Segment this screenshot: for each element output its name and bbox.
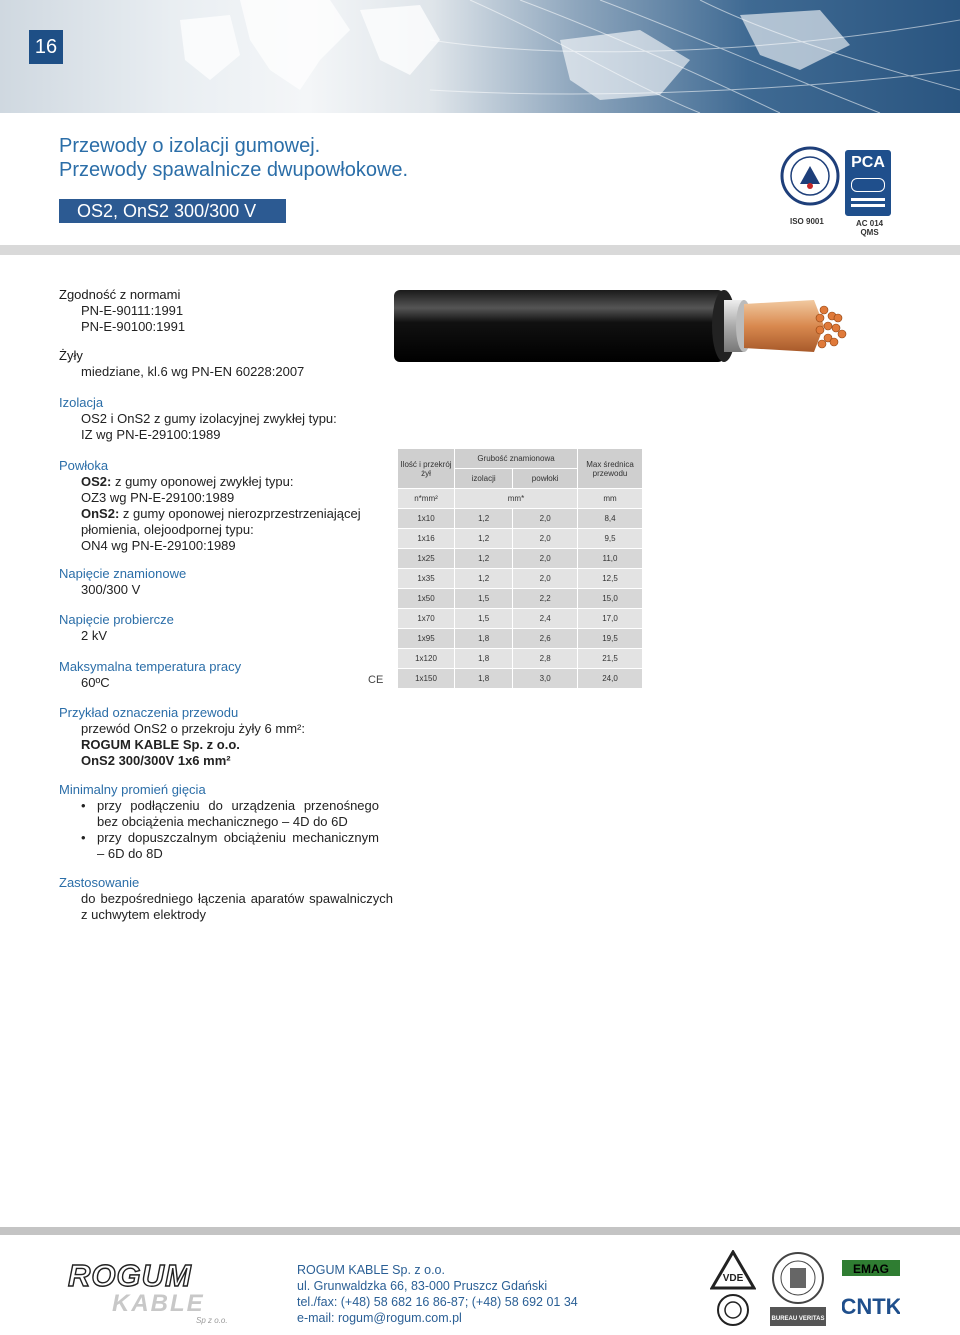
cores-heading: Żyły [59, 348, 83, 363]
logo-text-sub: Sp z o.o. [196, 1316, 228, 1325]
cntk-cert-logo [842, 1284, 900, 1326]
table-cell: 11,0 [578, 549, 642, 568]
table-cell: 1x95 [398, 629, 454, 648]
table-cell: 2,0 [513, 529, 577, 548]
table-body [398, 509, 642, 688]
table-cell: 2,0 [513, 549, 577, 568]
insulation-heading: Izolacja [59, 395, 104, 410]
table-cell: 1x10 [398, 509, 454, 528]
bureau-veritas-text: BUREAU VERITAS [771, 1316, 825, 1322]
table-cell: 1x50 [398, 589, 454, 608]
pca-code-line2: QMS [860, 228, 879, 237]
norms-heading: Zgodność z normami [59, 287, 181, 302]
table-cell: 2,0 [513, 509, 577, 528]
test-voltage-value: 2 kV [81, 628, 108, 643]
table-row [398, 549, 642, 568]
section-divider [0, 245, 960, 255]
sheath-os2-std: OZ3 wg PN-E-29100:1989 [81, 490, 235, 505]
cores-text: miedziane, kl.6 wg PN-EN 60228:2007 [81, 364, 305, 379]
table-row [398, 569, 642, 588]
table-row [398, 509, 642, 528]
table-cell: 1,2 [455, 529, 512, 548]
table-cell: 19,5 [578, 629, 642, 648]
table-cell: 1,2 [455, 549, 512, 568]
bend-radius-item: • przy podłączeniu do urządzenia przenośnego bez obciążenia mechanicznego – 4D do 6D [81, 798, 379, 830]
company-address-block [297, 1262, 578, 1326]
table-cell: 15,0 [578, 589, 642, 608]
insulation-line: IZ wg PN-E-29100:1989 [81, 427, 221, 442]
example-section [59, 705, 305, 769]
table-cell: 1x120 [398, 649, 454, 668]
bend-radius-heading: Minimalny promień gięcia [59, 782, 206, 797]
page-title-line1: Przewody o izolacji gumowej. [59, 135, 321, 157]
table-row [398, 629, 642, 648]
vde-text: VDE [722, 1273, 744, 1284]
max-temp-section [59, 659, 241, 691]
example-line1: przewód OnS2 o przekroju żyły 6 mm²: [81, 721, 305, 736]
pca-logo-text: PCA [851, 154, 885, 171]
example-line3: OnS2 300/300V 1x6 mm² [81, 753, 231, 768]
table-cell: 2,4 [513, 609, 577, 628]
table-header-diameter: Max średnica przewodu [578, 449, 642, 488]
table-cell: 1,5 [455, 609, 512, 628]
table-header-sheath: powłoki [513, 469, 577, 488]
page-title-line2: Przewody spawalnicze dwupowłokowe. [59, 159, 409, 181]
sheath-ons2-text: z gumy oponowej nierozprzestrzeniającej płomienia, olejoodpornej typu: [81, 506, 361, 537]
rated-voltage-value: 300/300 V [81, 582, 141, 597]
norms-line: PN-E-90111:1991 [81, 303, 184, 318]
table-row [398, 609, 642, 628]
cores-section [59, 348, 304, 380]
logo-text-kable: KABLE [112, 1290, 205, 1317]
table-cell: 17,0 [578, 609, 642, 628]
table-cell: 2,2 [513, 589, 577, 608]
application-section [59, 875, 393, 923]
table-unit-thickness: mm* [455, 489, 577, 508]
table-cell: 1,5 [455, 589, 512, 608]
table-unit-diameter: mm [578, 489, 642, 508]
table-cell: 1x70 [398, 609, 454, 628]
sheath-heading: Powłoka [59, 458, 109, 473]
sheath-os2-label: OS2: [81, 474, 112, 489]
test-voltage-section [59, 612, 174, 644]
table-cell: 12,5 [578, 569, 642, 588]
table-cell: 1x16 [398, 529, 454, 548]
insulation-line: OS2 i OnS2 z gumy izolacyjnej zwykłej typu: [81, 411, 337, 426]
ce-mark: CE [368, 674, 384, 686]
table-cell: 2,8 [513, 649, 577, 668]
page-number: 16 [29, 30, 63, 64]
table-cell: 9,5 [578, 529, 642, 548]
norms-line: PN-E-90100:1991 [81, 319, 186, 334]
bend-radius-list [59, 798, 379, 862]
footer-divider [0, 1227, 960, 1235]
table-cell: 2,6 [513, 629, 577, 648]
emag-cert-logo [842, 1258, 904, 1278]
table-cell: 1,8 [455, 629, 512, 648]
cntk-text: CNTK [842, 1294, 900, 1319]
rated-voltage-heading: Napięcie znamionowe [59, 566, 187, 581]
example-line2: ROGUM KABLE Sp. z o.o. [81, 737, 240, 752]
bend-radius-section [59, 782, 379, 862]
iso-label: ISO 9001 [790, 217, 824, 226]
insulation-section [59, 395, 337, 443]
table-cell: 1x35 [398, 569, 454, 588]
table-cell: 1x150 [398, 669, 454, 688]
logo-text-rogum: ROGUM [68, 1260, 192, 1293]
table-cell: 24,0 [578, 669, 642, 688]
bureau-veritas-cert-logo [766, 1250, 830, 1328]
table-cell: 21,5 [578, 649, 642, 668]
table-cell: 2,0 [513, 569, 577, 588]
pca-code [856, 219, 883, 237]
table-cell: 1,8 [455, 669, 512, 688]
table-cell: 3,0 [513, 669, 577, 688]
globe-background-image [0, 0, 960, 113]
rated-voltage-section [59, 566, 186, 598]
polski-rejestr-statkow-seal [780, 146, 840, 206]
application-text: do bezpośredniego łączenia aparatów spawalniczych z uchwytem elektrody [81, 891, 393, 922]
max-temp-heading: Maksymalna temperatura pracy [59, 659, 242, 674]
max-temp-value: 60ºC [81, 675, 110, 690]
specs-table [397, 448, 643, 689]
test-voltage-heading: Napięcie probiercze [59, 612, 174, 627]
pca-code-line1: AC 014 [856, 219, 884, 228]
company-phone: tel./fax: (+48) 58 682 16 86-87; (+48) 58 692 01 34 [297, 1295, 578, 1309]
sheath-section [59, 458, 399, 554]
table-row [398, 669, 642, 688]
sheath-ons2-std: ON4 wg PN-E-29100:1989 [81, 538, 236, 553]
company-email: e-mail: rogum@rogum.com.pl [297, 1311, 462, 1325]
header-banner [0, 0, 960, 113]
table-row [398, 649, 642, 668]
table-cell: 8,4 [578, 509, 642, 528]
table-header-nominal: Grubość znamionowa [455, 449, 577, 468]
pca-logo [845, 150, 891, 216]
cable-image [394, 286, 854, 366]
company-address: ul. Grunwaldzka 66, 83-000 Pruszcz Gdański [297, 1279, 548, 1293]
application-heading: Zastosowanie [59, 875, 140, 890]
sheath-os2-text: z gumy oponowej zwykłej typu: [111, 474, 294, 489]
product-badge: OS2, OnS2 300/300 V [59, 199, 286, 223]
company-name: ROGUM KABLE Sp. z o.o. [297, 1263, 445, 1277]
table-unit-count: n*mm² [398, 489, 454, 508]
table-header-insulation: izolacji [455, 469, 512, 488]
table-cell: 1,2 [455, 569, 512, 588]
table-row [398, 529, 642, 548]
emag-text: EMAG [853, 1262, 889, 1276]
bend-radius-item: • przy dopuszczalnym obciążeniu mechanicznym – 6D do 8D [81, 830, 379, 862]
sheath-ons2-label: OnS2: [81, 506, 120, 521]
table-header-count: Ilość i przekrój żył [398, 449, 454, 488]
example-heading: Przykład oznaczenia przewodu [59, 705, 239, 720]
table-cell: 1,8 [455, 649, 512, 668]
table-cell: 1,2 [455, 509, 512, 528]
rogum-kable-logo [66, 1260, 246, 1328]
table-cell: 1x25 [398, 549, 454, 568]
table-row [398, 589, 642, 608]
vde-cert-logo [710, 1250, 756, 1330]
norms-section [59, 287, 185, 335]
